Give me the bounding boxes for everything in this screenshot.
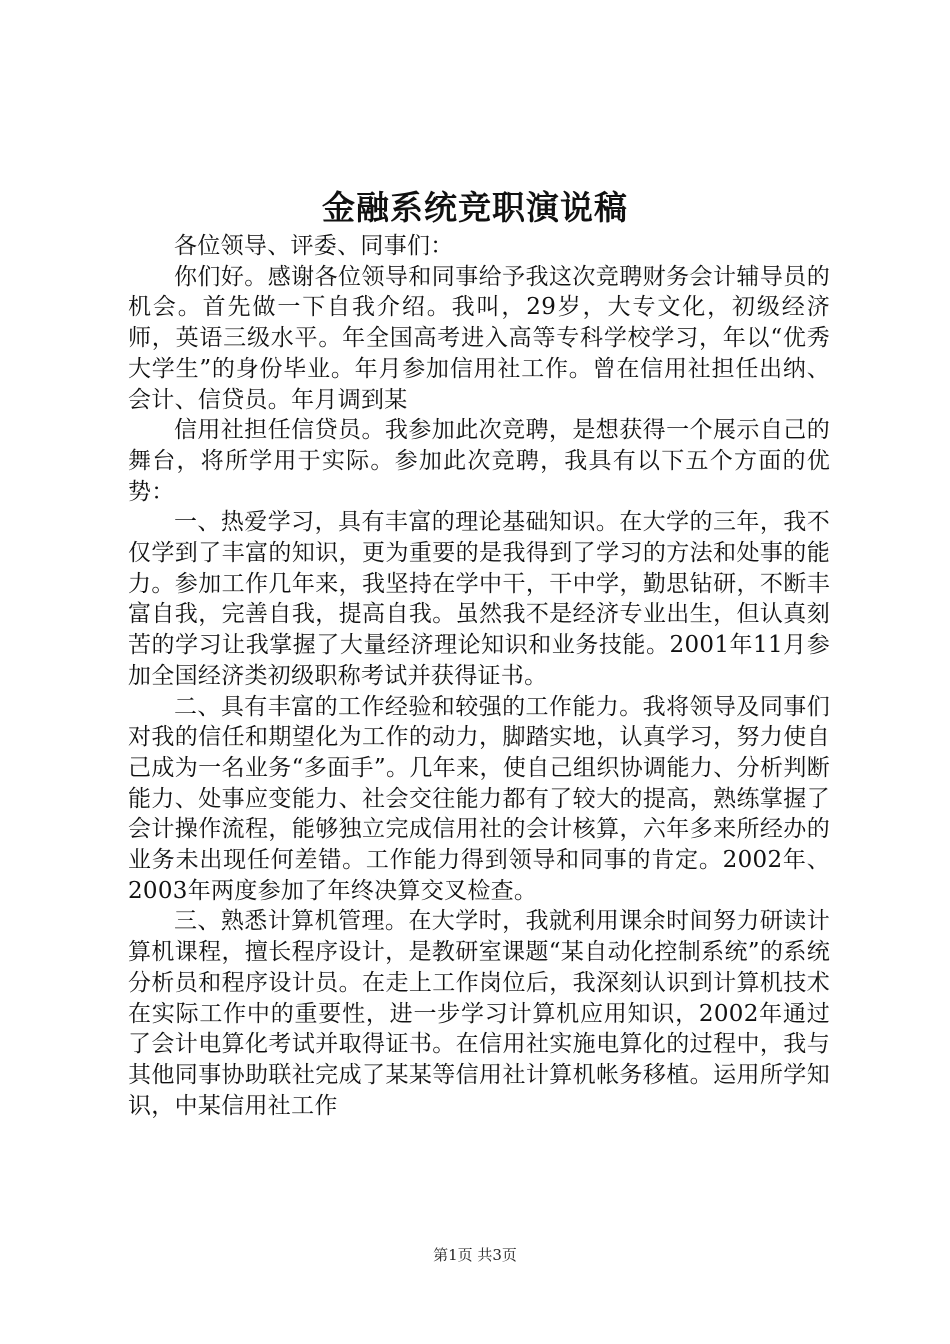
document-body [128,231,830,1121]
paragraph-advantage-two: 二、具有丰富的工作经验和较强的工作能力。我将领导及同事们对我的信任和期望化为工作的动力，脚踏实地，认真学习，努力使自己成为一名业务“多面手”。几年来，使自己组织协调能力、分析判断能力、处事应变能力、社会交往能力都有了较大的提高，熟练掌握了会计操作流程，能够独立完成信用社的会计核算，六年多来所经办的业务未出现任何差错。工作能力得到领导和同事的肯定。2002年、2003年两度参加了年终决算交叉检查。 [128,693,830,904]
paragraph-salutation: 各位领导、评委、同事们： [174,233,454,259]
paragraph-introduction: 你们好。感谢各位领导和同事给予我这次竞聘财务会计辅导员的机会。首先做一下自我介绍。我叫，29岁，大专文化，初级经济师，英语三级水平。年全国高考进入高等专科学校学习，年以“优秀大学生”的身份毕业。年月参加信用社工作。曾在信用社担任出纳、会计、信贷员。年月调到某 [128,263,830,413]
page-number-footer: 第1页 共3页 [433,1246,517,1264]
paragraph-advantage-one: 一、热爱学习，具有丰富的理论基础知识。在大学的三年，我不仅学到了丰富的知识，更为重要的是我得到了学习的方法和处事的能力。参加工作几年来，我坚持在学中干，干中学，勤思钻研，不断丰富自我，完善自我，提高自我。虽然我不是经济专业出生，但认真刻苦的学习让我掌握了大量经济理论知识和业务技能。2001年11月参加全国经济类初级职称考试并获得证书。 [128,509,830,689]
paragraph-advantage-three: 三、熟悉计算机管理。在大学时，我就利用课余时间努力研读计算机课程，擅长程序设计，是教研室课题“某自动化控制系统”的系统分析员和程序设计员。在走上工作岗位后，我深刻认识到计算机技术在实际工作中的重要性，进一步学习计算机应用知识，2002年通过了会计电算化考试并取得证书。在信用社实施电算化的过程中，我与其他同事协助联社完成了某某等信用社计算机帐务移植。运用所学知识，中某信用社工作 [128,908,830,1119]
document-title: 金融系统竞职演说稿 [322,188,628,227]
paragraph-motivation: 信用社担任信贷员。我参加此次竞聘，是想获得一个展示自己的舞台，将所学用于实际。参加此次竞聘，我具有以下五个方面的优势： [128,417,830,505]
